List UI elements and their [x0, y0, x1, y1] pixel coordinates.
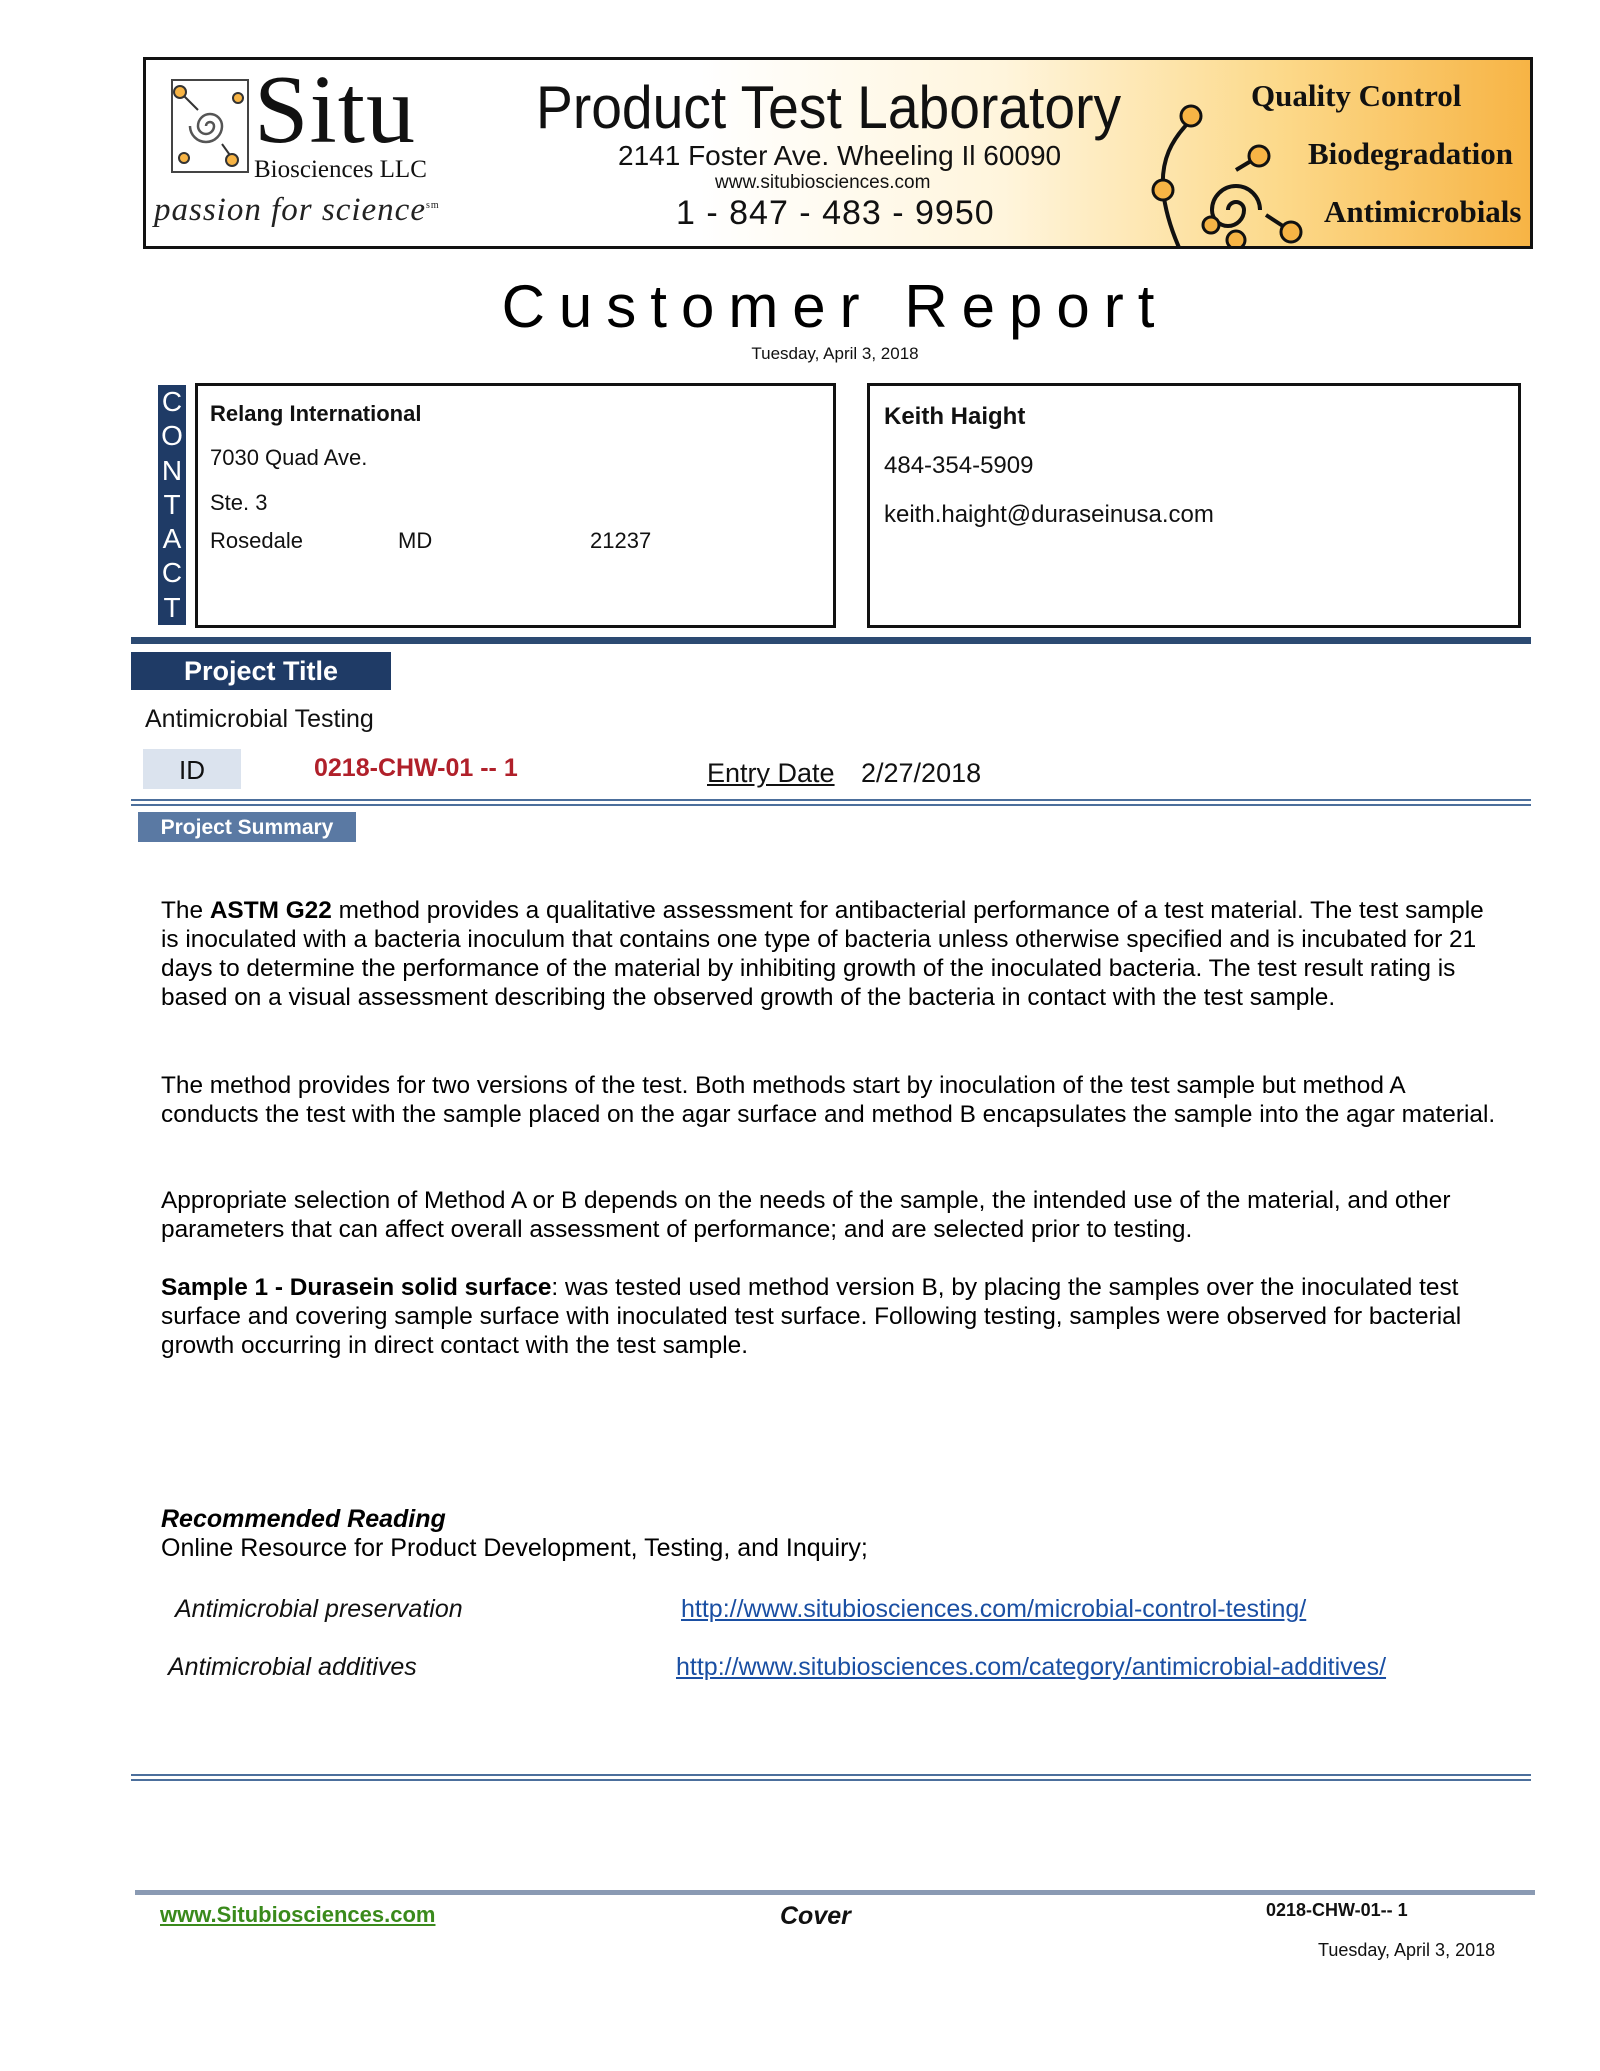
contact-letter: O — [161, 420, 183, 452]
recommended-reading-heading: Recommended Reading — [161, 1505, 446, 1533]
molecule-spiral-icon — [1141, 100, 1336, 249]
report-title: Customer Report — [501, 273, 1169, 340]
summary-paragraph-4: Sample 1 - Durasein solid surface: was tested used method version B, by placing the samples over the inoculated test surface and covering sample surface with inoculated test surface. Following testing, samples were observed for bacterial growth occurring in direct contact with the test sample. — [161, 1274, 1462, 1359]
contact-letter: C — [161, 557, 183, 589]
suite: Ste. 3 — [210, 490, 268, 515]
summary-paragraph-3: Appropriate selection of Method A or B depends on the needs of the sample, the intended use of the material, and other parameters that can affect overall assessment of performance; and are selected prior to testing. — [161, 1187, 1451, 1243]
brand-name: Situ — [254, 57, 416, 164]
reading-link-preservation[interactable]: http://www.situbiosciences.com/microbial-control-testing/ — [681, 1595, 1307, 1623]
footer-section: Cover — [780, 1902, 851, 1930]
id-label: ID — [143, 749, 241, 789]
contact-letter: T — [163, 488, 181, 520]
reading-label-preservation: Antimicrobial preservation — [175, 1595, 463, 1623]
zip-code: 21237 — [590, 528, 652, 553]
entry-date-label: Entry Date — [707, 758, 835, 788]
project-title: Antimicrobial Testing — [145, 705, 374, 733]
contact-letter: N — [161, 454, 183, 486]
contact-letter: C — [161, 386, 183, 417]
footer-date: Tuesday, April 3, 2018 — [1318, 1940, 1496, 1960]
section-divider — [131, 1774, 1531, 1781]
contact-letter: A — [162, 523, 182, 555]
service-quality-control: Quality Control — [1251, 78, 1462, 113]
reading-label-additives: Antimicrobial additives — [168, 1653, 417, 1681]
footer-website-link[interactable]: www.Situbiosciences.com — [160, 1902, 436, 1927]
reading-link-additives[interactable]: http://www.situbiosciences.com/category/antimicrobial-additives/ — [676, 1653, 1387, 1681]
project-summary-label: Project Summary — [138, 812, 356, 842]
lab-website: www.situbiosciences.com — [715, 172, 931, 193]
contact-letter: T — [163, 591, 181, 623]
header-banner — [143, 57, 1533, 249]
situ-logo-icon — [170, 78, 250, 174]
company-name: Relang International — [210, 401, 422, 426]
tagline: passion for science$^{sm}$ — [154, 192, 440, 228]
section-divider — [131, 799, 1531, 806]
contact-name: Keith Haight — [884, 403, 1026, 430]
contact-email[interactable]: keith.haight@duraseinusa.com — [884, 501, 1214, 528]
footer-divider — [135, 1890, 1535, 1895]
contact-strip — [158, 385, 186, 625]
lab-address: 2141 Foster Ave. Wheeling Il 60090 — [618, 140, 1062, 171]
lab-phone: 1 - 847 - 483 - 9950 — [676, 194, 995, 232]
section-divider — [131, 637, 1531, 644]
customer-address-box — [195, 383, 836, 628]
contact-person-box — [867, 383, 1521, 628]
recommended-reading-subheading: Online Resource for Product Development, Testing, and Inquiry; — [161, 1534, 868, 1562]
state: MD — [398, 528, 433, 553]
contact-phone: 484-354-5909 — [884, 452, 1034, 479]
service-biodegradation: Biodegradation — [1308, 136, 1513, 171]
service-antimicrobials: Antimicrobials — [1324, 194, 1522, 229]
summary-paragraph-2: The method provides for two versions of the test. Both methods start by inoculation of the test sample but method A conducts the test with the sample placed on the agar surface and method B encapsulates the sample into the agar material. — [161, 1072, 1496, 1128]
city: Rosedale — [210, 528, 303, 553]
brand-subtitle: Biosciences LLC — [254, 156, 427, 183]
street-address: 7030 Quad Ave. — [210, 445, 368, 470]
report-date: Tuesday, April 3, 2018 — [751, 344, 919, 363]
project-title-label: Project Title — [131, 652, 391, 690]
summary-paragraph-1: The ASTM G22 method provides a qualitative assessment for antibacterial performance of a test material. The test sample is inoculated with a bacteria inoculum that contains one type of bacteria unless otherwise specified and is incubated for 21 days to determine the performance of the material by inhibiting growth of the inoculated bacteria. The test result rating is based on a visual assessment describing the observed growth of the bacteria in contact with the test sample. — [161, 897, 1484, 1011]
entry-date: 2/27/2018 — [861, 758, 982, 788]
lab-title: Product Test Laboratory — [536, 74, 1122, 141]
project-id: 0218-CHW-01 -- 1 — [314, 754, 518, 782]
footer-project-id: 0218-CHW-01-- 1 — [1266, 1900, 1408, 1920]
